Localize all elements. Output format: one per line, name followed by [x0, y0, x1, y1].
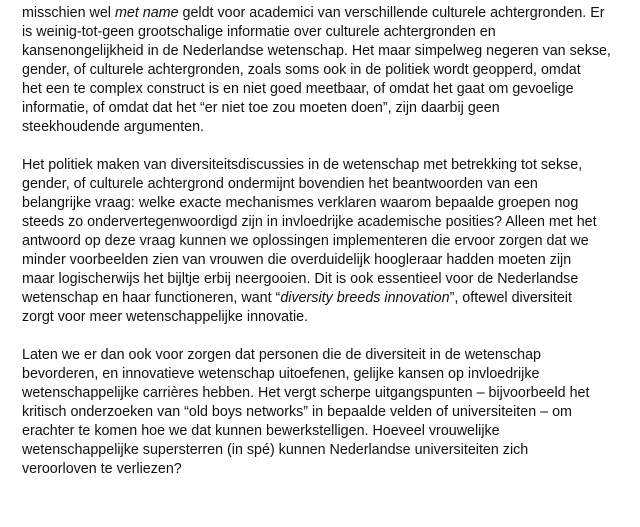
text-line [22, 118, 632, 137]
text-line [22, 365, 632, 384]
text-line [22, 175, 632, 194]
paragraph-3 [22, 346, 632, 479]
text-line [22, 194, 632, 213]
text-run: informatie, of omdat dat het “er niet toe zou moeten doen”, zijn daarbij geen [22, 100, 500, 116]
text-run: gender, of culturele achtergronden, zoals soms ook in de politiek wordt geopperd, omdat [22, 62, 581, 78]
text-line [22, 42, 632, 61]
paragraph-2 [22, 156, 632, 327]
paragraph-1 [22, 4, 632, 137]
text-run: bevorderen, en innovatieve wetenschap uitoefenen, gelijke kansen op invloedrijke [22, 366, 540, 382]
text-line [22, 460, 632, 479]
text-run: ”, oftewel diversiteit [449, 290, 572, 306]
text-run: steeds zo ondervertegenwoordigd zijn in invloedrijke academische posities? Alleen met het [22, 214, 597, 230]
text-line [22, 23, 632, 42]
text-line [22, 213, 632, 232]
text-line [22, 289, 632, 308]
text-line [22, 346, 632, 365]
text-run: het een te complex construct is en niet goed meetbaar, of omdat het gaat om gevoelige [22, 81, 574, 97]
text-line [22, 403, 632, 422]
text-run: antwoord op deze vraag kunnen we oplossingen implementeren die ervoor zorgen dat we [22, 233, 589, 249]
text-line [22, 99, 632, 118]
text-run: veroorloven te verliezen? [22, 461, 182, 477]
text-run: geldt voor academici van verschillende culturele achtergronden. Er [178, 5, 605, 21]
text-line [22, 61, 632, 80]
text-run: erachter te komen hoe we dat kunnen bewerkstelligen. Hoeveel vrouwelijke [22, 423, 500, 439]
text-line [22, 232, 632, 251]
text-line [22, 4, 632, 23]
text-run: belangrijke vraag: welke exacte mechanismes verklaren waarom bepaalde groepen nog [22, 195, 579, 211]
text-line [22, 80, 632, 99]
text-line [22, 156, 632, 175]
text-run: wetenschappelijke supersterren (in spé) kunnen Nederlandse universiteiten zich [22, 442, 529, 458]
text-run: zorgt voor meer wetenschappelijke innovatie. [22, 309, 309, 325]
text-line [22, 384, 632, 403]
text-run: wetenschappelijke carrières hebben. Het vergt scherpe uitgangspunten – bijvoorbeeld het [22, 385, 590, 401]
text-run: is weinig-tot-geen grootschalige informatie over culturele achtergronden en [22, 24, 496, 40]
text-run: steekhoudende argumenten. [22, 119, 205, 135]
text-line [22, 251, 632, 270]
text-run: kritisch onderzoeken van “old boys networks” in bepaalde velden of universiteiten – om [22, 404, 572, 420]
text-run: minder voorbeelden zien van vrouwen die overduidelijk hoogleraar hadden moeten zijn [22, 252, 572, 268]
text-run: Laten we er dan ook voor zorgen dat personen die de diversiteit in de wetenschap [22, 347, 541, 363]
text-run: wetenschap en haar functioneren, want “ [22, 290, 281, 306]
text-run: misschien wel [22, 5, 115, 21]
text-run: maar logischerwijs het bijltje erbij neergooien. Dit is ook essentieel voor de Nederlandse [22, 271, 579, 287]
text-line [22, 270, 632, 289]
text-line [22, 441, 632, 460]
document-body [22, 4, 632, 479]
italic-text: diversity breeds innovation [280, 290, 450, 306]
italic-text: met name [114, 5, 179, 21]
text-run: gender, of culturele achtergrond ondermijnt bovendien het beantwoorden van een [22, 176, 538, 192]
text-line [22, 422, 632, 441]
text-run: kansenongelijkheid in de Nederlandse wetenschap. Het maar simpelweg negeren van sekse, [22, 43, 611, 59]
text-line [22, 308, 632, 327]
text-run: Het politiek maken van diversiteitsdiscussies in de wetenschap met betrekking tot sekse, [22, 157, 583, 173]
